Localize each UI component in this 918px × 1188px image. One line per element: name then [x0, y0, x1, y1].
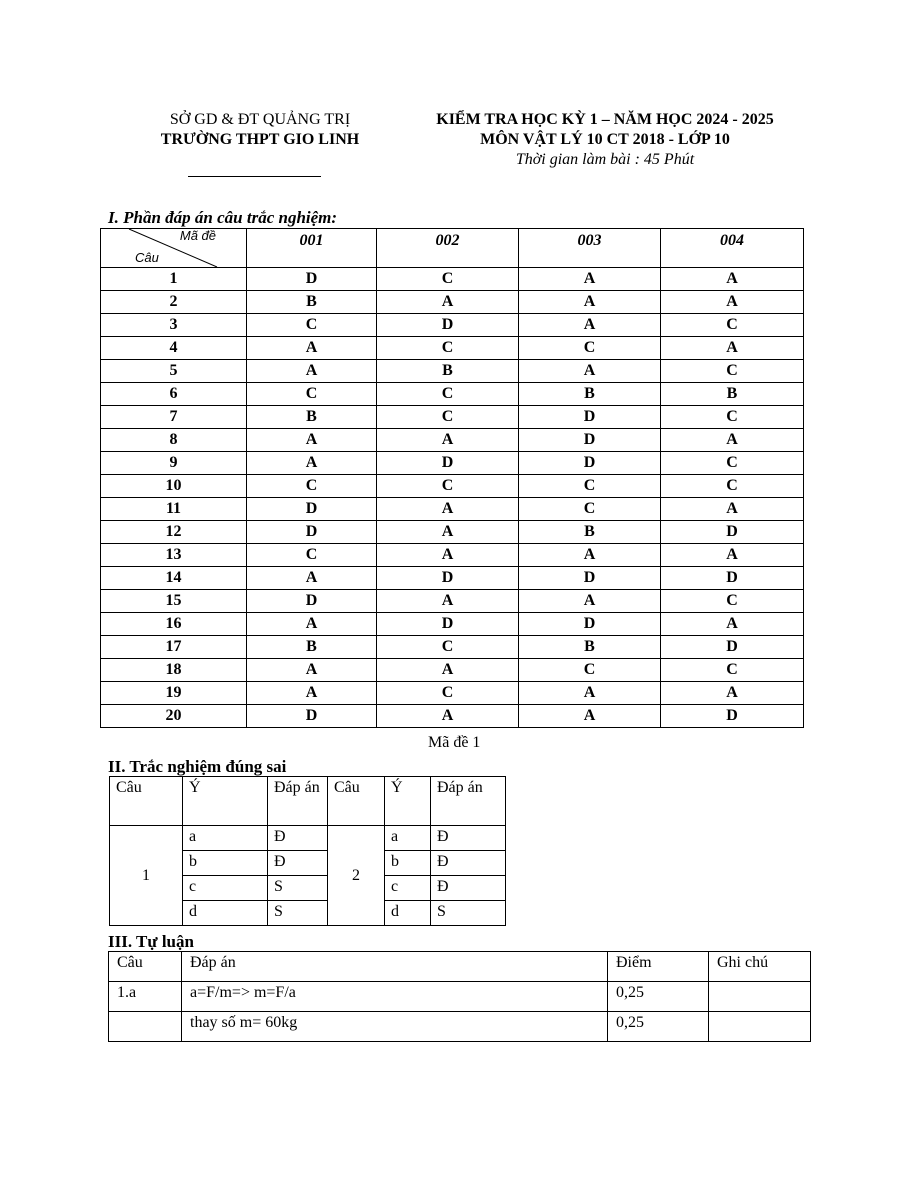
answer-cell: C [247, 314, 377, 337]
answer-cell: D [661, 705, 804, 728]
answer-cell: C [519, 475, 661, 498]
answer-cell: A [247, 337, 377, 360]
table-row [109, 1012, 811, 1042]
answer-cell: A [519, 705, 661, 728]
answer-cell: C [519, 337, 661, 360]
answer-cell: D [519, 567, 661, 590]
option-cell: c [183, 876, 268, 901]
table-row [101, 383, 804, 406]
answer-cell: A [377, 705, 519, 728]
answer-cell: C [377, 682, 519, 705]
answer-cell: D [247, 521, 377, 544]
table-row [101, 590, 804, 613]
question-number-cell: 3 [101, 314, 247, 337]
question-number-cell: 4 [101, 337, 247, 360]
answer-cell: A [377, 659, 519, 682]
answer-cell: A [247, 567, 377, 590]
answer-cell: C [247, 544, 377, 567]
answer-cell: C [661, 406, 804, 429]
answer-cell: A [661, 544, 804, 567]
question-cell: 1.a [109, 982, 182, 1012]
question-number-cell: 1 [101, 268, 247, 291]
question-cell [109, 1012, 182, 1042]
table-row [101, 268, 804, 291]
answer-cell: A [377, 521, 519, 544]
option-cell: b [385, 851, 431, 876]
answer-cell: A [247, 429, 377, 452]
header-cell: Đáp án [268, 777, 328, 826]
code-header: 004 [661, 229, 804, 268]
answer-cell: A [247, 360, 377, 383]
answer-cell: A [247, 659, 377, 682]
answer-cell: C [661, 452, 804, 475]
answer-cell: C [247, 475, 377, 498]
answer-cell: D [661, 567, 804, 590]
answer-cell: D [247, 268, 377, 291]
header-cell: Câu [328, 777, 385, 826]
header-cell: Câu [110, 777, 183, 826]
answer-cell: B [377, 360, 519, 383]
question-number-cell: 10 [101, 475, 247, 498]
answer-cell: C [377, 406, 519, 429]
question-number-cell: 19 [101, 682, 247, 705]
corner-label-code: Mã đề [179, 228, 216, 243]
exam-duration: Thời gian làm bài : 45 Phút [515, 151, 695, 168]
answer-cell: Đ [268, 826, 328, 851]
question-number-cell: 2 [101, 291, 247, 314]
answer-cell: B [247, 636, 377, 659]
question-number: 2 [328, 826, 385, 926]
exam-subject: MÔN VẬT LÝ 10 CT 2018 - LỚP 10 [480, 131, 730, 148]
table-row [101, 705, 804, 728]
table-row [110, 826, 506, 851]
answer-cell: D [247, 498, 377, 521]
answer-cell: A [519, 682, 661, 705]
answer-cell: B [661, 383, 804, 406]
diagonal-line [101, 229, 247, 267]
answer-cell: B [247, 406, 377, 429]
table-row [101, 337, 804, 360]
question-number-cell: 8 [101, 429, 247, 452]
answer-cell: C [519, 659, 661, 682]
note-cell [709, 982, 811, 1012]
answer-cell: C [661, 314, 804, 337]
option-cell: a [385, 826, 431, 851]
section3-title: III. Tự luận [108, 932, 194, 951]
table-row [101, 613, 804, 636]
answer-cell: D [247, 705, 377, 728]
answer-cell: C [377, 337, 519, 360]
exam-header [398, 110, 812, 170]
code-header: 001 [247, 229, 377, 268]
table-row [101, 567, 804, 590]
answer-cell: D [519, 429, 661, 452]
answer-cell: A [661, 613, 804, 636]
answer-cell: A [519, 360, 661, 383]
answer-cell: S [268, 901, 328, 926]
answer-cell: A [377, 590, 519, 613]
option-cell: d [385, 901, 431, 926]
table-row [101, 452, 804, 475]
table-row [109, 982, 811, 1012]
answer-cell: A [247, 682, 377, 705]
table-row [101, 314, 804, 337]
answer-cell: D [519, 406, 661, 429]
note-cell [709, 1012, 811, 1042]
answer-cell: D [377, 613, 519, 636]
essay-table [108, 951, 811, 1042]
answer-cell: Đ [431, 851, 506, 876]
answer-cell: A [377, 498, 519, 521]
question-number-cell: 14 [101, 567, 247, 590]
table-row [101, 521, 804, 544]
header-cell: Ghi chú [709, 952, 811, 982]
answer-cell: C [247, 383, 377, 406]
answer-cell: D [661, 521, 804, 544]
answer-cell: B [519, 636, 661, 659]
section1-title: I. Phần đáp án câu trắc nghiệm: [108, 208, 338, 227]
question-number-cell: 16 [101, 613, 247, 636]
answer-cell: C [661, 475, 804, 498]
answer-cell: A [661, 498, 804, 521]
answer-cell: A [661, 682, 804, 705]
question-number-cell: 6 [101, 383, 247, 406]
answer-cell: C [377, 475, 519, 498]
answer-cell: S [268, 876, 328, 901]
answer-cell: a=F/m=> m=F/a [182, 982, 608, 1012]
answer-cell: A [661, 268, 804, 291]
answer-cell: C [377, 268, 519, 291]
answer-cell: A [247, 452, 377, 475]
question-number-cell: 11 [101, 498, 247, 521]
header-cell: Câu [109, 952, 182, 982]
question-number-cell: 17 [101, 636, 247, 659]
header-cell: Đáp án [182, 952, 608, 982]
essay-header-row [109, 952, 811, 982]
answer-cell: D [377, 314, 519, 337]
answer-cell: S [431, 901, 506, 926]
answer-key-header-row [101, 229, 804, 268]
question-number-cell: 18 [101, 659, 247, 682]
answer-cell: D [377, 452, 519, 475]
answer-cell: B [519, 521, 661, 544]
code-header: 002 [377, 229, 519, 268]
answer-cell: A [661, 429, 804, 452]
answer-cell: C [661, 659, 804, 682]
answer-cell: C [661, 360, 804, 383]
table-row [101, 475, 804, 498]
table-row [101, 406, 804, 429]
table-row [101, 682, 804, 705]
header-cell: Đáp án [431, 777, 506, 826]
department-name: SỞ GD & ĐT QUẢNG TRỊ [169, 111, 351, 128]
code-header: 003 [519, 229, 661, 268]
table-row [101, 659, 804, 682]
answer-cell: B [247, 291, 377, 314]
answer-key-table [100, 228, 804, 728]
question-number: 1 [110, 826, 183, 926]
table-row [101, 498, 804, 521]
question-number-cell: 13 [101, 544, 247, 567]
answer-cell: D [519, 613, 661, 636]
answer-cell: A [519, 291, 661, 314]
school-name: TRƯỜNG THPT GIO LINH [160, 131, 360, 148]
corner-label-question: Câu [135, 250, 159, 265]
answer-cell: D [377, 567, 519, 590]
answer-cell: A [519, 314, 661, 337]
answer-cell: A [661, 337, 804, 360]
true-false-table [109, 776, 506, 926]
table-row [101, 291, 804, 314]
score-cell: 0,25 [608, 1012, 709, 1042]
answer-cell: A [519, 268, 661, 291]
header-cell: Ý [385, 777, 431, 826]
answer-cell: C [519, 498, 661, 521]
answer-cell: A [377, 429, 519, 452]
true-false-header-row [110, 777, 506, 826]
table-caption: Mã đề 1 [428, 734, 481, 751]
answer-cell: thay số m= 60kg [182, 1012, 608, 1042]
header-cell: Ý [183, 777, 268, 826]
option-cell: b [183, 851, 268, 876]
answer-cell: D [247, 590, 377, 613]
answer-cell: A [377, 291, 519, 314]
answer-cell: B [519, 383, 661, 406]
answer-cell: Đ [268, 851, 328, 876]
answer-cell: Đ [431, 876, 506, 901]
question-number-cell: 9 [101, 452, 247, 475]
answer-cell: D [519, 452, 661, 475]
option-cell: d [183, 901, 268, 926]
answer-cell: A [661, 291, 804, 314]
school-header [110, 110, 410, 150]
header-cell: Điểm [608, 952, 709, 982]
question-number-cell: 5 [101, 360, 247, 383]
question-number-cell: 15 [101, 590, 247, 613]
answer-cell: Đ [431, 826, 506, 851]
question-number-cell: 20 [101, 705, 247, 728]
option-cell: a [183, 826, 268, 851]
header-divider [188, 176, 321, 177]
exam-title: KIỂM TRA HỌC KỲ 1 – NĂM HỌC 2024 - 2025 [436, 111, 774, 128]
question-number-cell: 7 [101, 406, 247, 429]
answer-cell: C [661, 590, 804, 613]
table-row [101, 636, 804, 659]
answer-cell: A [519, 544, 661, 567]
section2-title: II. Trắc nghiệm đúng sai [108, 757, 287, 776]
table-row [101, 544, 804, 567]
answer-cell: A [247, 613, 377, 636]
score-cell: 0,25 [608, 982, 709, 1012]
answer-cell: C [377, 383, 519, 406]
corner-cell [101, 229, 247, 268]
question-number-cell: 12 [101, 521, 247, 544]
answer-cell: C [377, 636, 519, 659]
table-row [101, 360, 804, 383]
table-row [101, 429, 804, 452]
answer-cell: A [377, 544, 519, 567]
answer-cell: A [519, 590, 661, 613]
answer-cell: D [661, 636, 804, 659]
option-cell: c [385, 876, 431, 901]
